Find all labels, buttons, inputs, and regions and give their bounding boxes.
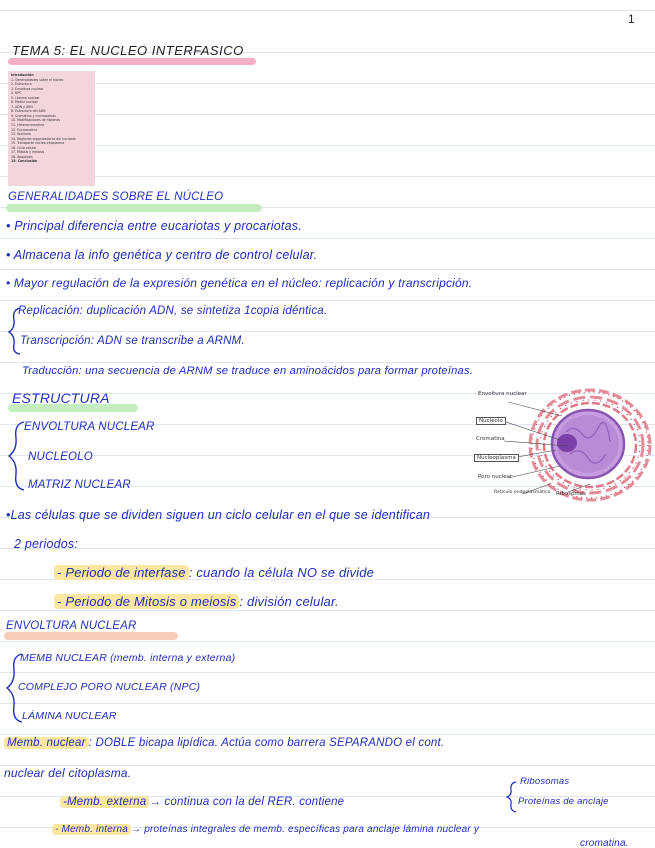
traduccion-line: Traducción: una secuencia de ARNM se traduce en aminoácidos para formar proteínas. <box>22 365 474 377</box>
memb-interna-text: → proteínas integrales de memb. específicas para anclaje lámina nuclear y <box>131 824 480 835</box>
toc-item: 18. Apoptosis <box>11 154 33 159</box>
externa-option: Ribosomas <box>520 776 570 787</box>
memb-nuclear-label: Memb. nuclear <box>4 737 89 749</box>
toc-item: 17. Mitosis y meiosis <box>11 150 45 155</box>
bullet-line: • Mayor regulación de la expresión genética en el núcleo: replicación y transcripción. <box>6 276 473 290</box>
toc-item: 7. ADN y ARN <box>11 104 33 109</box>
periodo-mitosis <box>54 594 339 609</box>
toc-item: 14. Regiones organizadoras del nucleolo <box>11 136 76 141</box>
title-highlight <box>8 58 256 65</box>
ciclo-line: 2 periodos: <box>14 537 79 551</box>
memb-externa-line <box>60 796 344 808</box>
memb-externa-text: → continua con la del RER. contiene <box>149 796 345 808</box>
bullet-line: • Almacena la info genética y centro de control celular. <box>6 248 318 262</box>
estructura-item: ENVOLTURA NUCLEAR <box>24 421 155 433</box>
externa-option: Proteínas de anclaje <box>518 796 609 807</box>
envoltura-item: LÁMINA NUCLEAR <box>22 710 117 722</box>
toc-item: 8. Estructura del ADN <box>11 109 46 114</box>
toc-item: 19. Conclusión <box>11 159 38 164</box>
toc-item: 11. Heterocromatina <box>11 123 44 128</box>
periodo-interfase <box>54 565 374 580</box>
brace-icon <box>506 780 518 814</box>
envoltura-item: COMPLEJO PORO NUCLEAR (NPC) <box>18 681 201 693</box>
memb-nuclear-line <box>4 737 444 749</box>
cell-nucleus-diagram <box>470 388 655 506</box>
diagram-label: Ribosomas <box>556 491 587 497</box>
page-title: TEMA 5: EL NUCLEO INTERFASICO <box>12 43 244 58</box>
table-of-contents <box>8 71 95 186</box>
toc-item: 3. Envoltura nuclear <box>11 86 44 91</box>
page-number: 1 <box>628 12 635 26</box>
envoltura-item: MEMB NUCLEAR (memb. interna y externa) <box>20 652 236 664</box>
bullet-line: • Principal diferencia entre eucariotas y procariotas. <box>6 219 302 233</box>
envoltura-highlight <box>4 632 178 640</box>
estructura-item: NUCLEOLO <box>28 451 93 463</box>
replicacion-line: Replicación: duplicación ADN, se sintetiza 1copia idéntica. <box>18 305 328 317</box>
toc-item: Introducción <box>11 73 34 77</box>
periodo-interfase-label: - Periodo de interfase <box>54 565 189 580</box>
periodo-mitosis-label: - Periodo de Mitosis o meiosis <box>54 594 239 609</box>
toc-item: 2. Estructura <box>11 82 32 87</box>
memb-interna-line2: cromatina. <box>580 838 629 848</box>
diagram-label: Retículo endoplasmático <box>494 490 551 495</box>
memb-nuclear-line2: nuclear del citoplasma. <box>4 766 132 780</box>
memb-externa-label: -Memb. externa <box>60 796 149 808</box>
diagram-label: Cromatina <box>476 436 505 442</box>
estructura-item: MATRIZ NUCLEAR <box>28 479 131 491</box>
periodo-mitosis-text: : división celular. <box>239 594 339 609</box>
memb-interna-label: - Memb. interna <box>52 824 131 835</box>
toc-item: 15. Transporte núcleo-citoplasma <box>11 141 65 146</box>
generalidades-heading: GENERALIDADES SOBRE EL NÚCLEO <box>8 191 224 203</box>
toc-item: 16. Ciclo celular <box>11 145 37 150</box>
toc-item: 1. Generalidades sobre el núcleo <box>11 77 64 82</box>
toc-item: 6. Matriz nuclear <box>11 100 38 105</box>
memb-interna-line <box>52 824 479 835</box>
ciclo-line: •Las células que se dividen siguen un ciclo celular en el que se identifican <box>6 508 431 522</box>
envoltura-heading: ENVOLTURA NUCLEAR <box>6 620 137 632</box>
estructura-heading: ESTRUCTURA <box>12 390 110 406</box>
toc-item: 13. Nucleolo <box>11 132 31 137</box>
diagram-label: Nucléolo <box>476 417 506 425</box>
memb-nuclear-text: : DOBLE bicapa lipídica. Actúa como barrera SEPARANDO el cont. <box>88 737 445 749</box>
transcripcion-line: Transcripción: ADN se transcribe a ARNM. <box>20 335 245 347</box>
toc-item: 4. NPC <box>11 91 22 96</box>
toc-item: 12. Eucromatina <box>11 127 38 132</box>
nucleolus <box>557 434 577 452</box>
periodo-interfase-text: : cuando la célula NO se divide <box>188 565 375 580</box>
diagram-label: Poro nuclear <box>478 474 513 480</box>
generalidades-highlight <box>6 204 262 212</box>
diagram-label: Nucleoplasma <box>474 454 519 462</box>
nucleus-illustration <box>470 388 655 506</box>
toc-item: 5. Lámina nuclear <box>11 95 40 100</box>
toc-item: 9. Cromatina y cromosomas <box>11 113 56 118</box>
diagram-label: Envoltura nuclear <box>478 391 527 397</box>
toc-item: 10. Modificaciones de histonas <box>11 118 61 123</box>
